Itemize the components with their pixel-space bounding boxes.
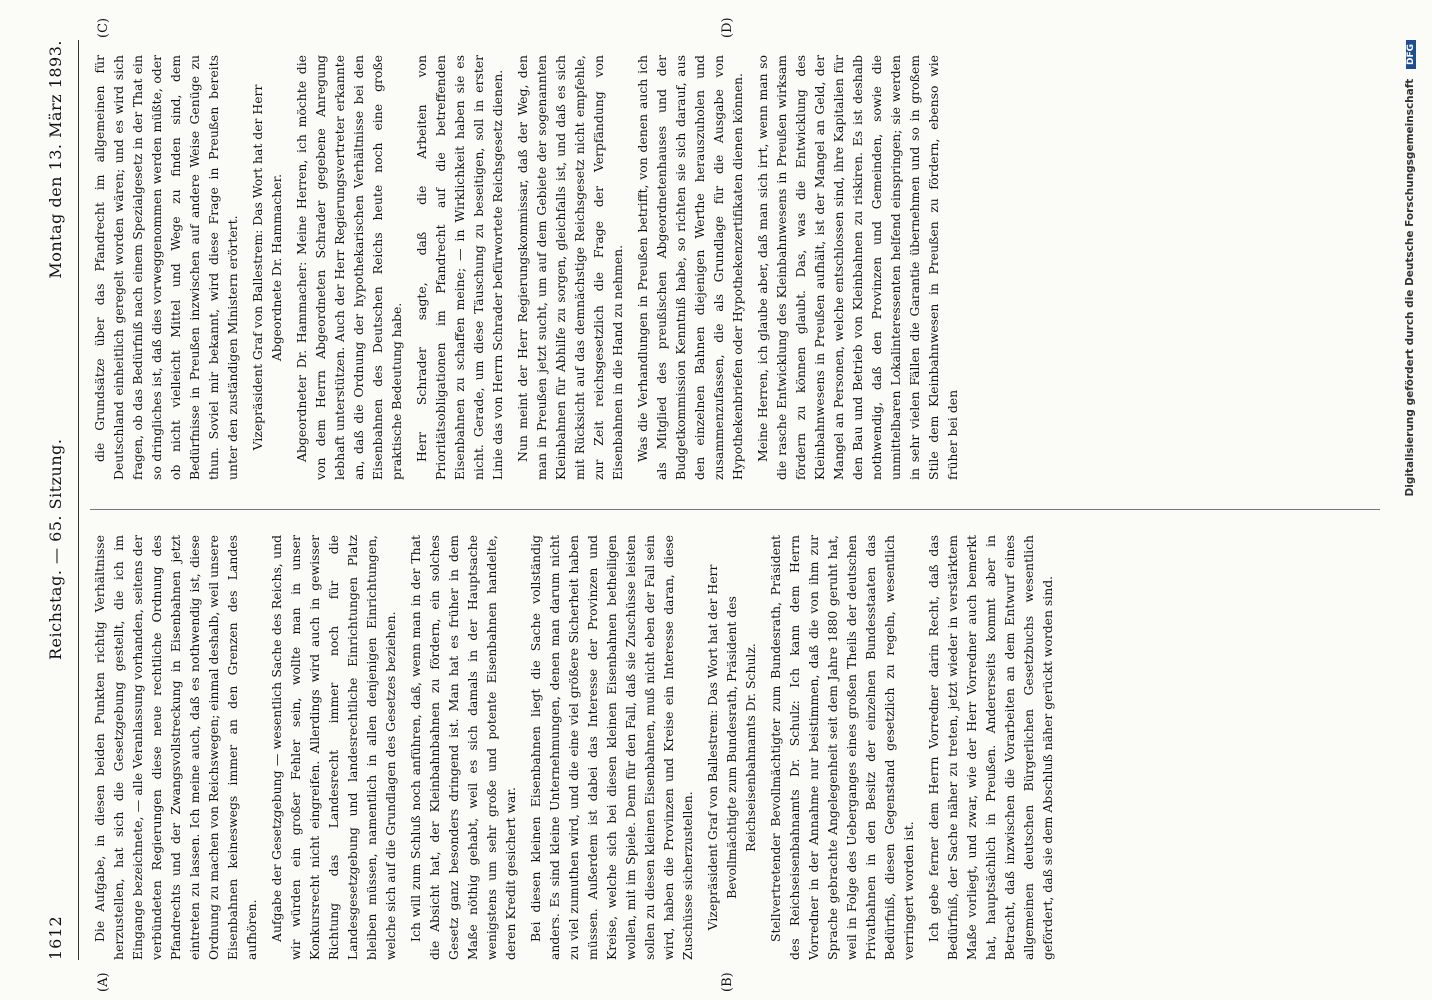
digitization-credit bbox=[1404, 40, 1416, 960]
text-column-right bbox=[90, 55, 1380, 480]
paragraph: die Grundsätze über das Pfandrecht im allgemeinen für Deutschland einheitlich geregelt worden wären; und es wird sich fragen, ob das Bedürfniß nach einem Spezialgesetz in der That ein so dringliches ist, daß dies vorweggenommen werden müßte, oder ob nicht vielleicht Mittel und Wege zu finden sind, dem Bedürfnisse in Preußen inzwischen auf andere Weise Genüge zu thun. Soviel mir bekannt, wird diese Frage in Preußen bereits unter den zuständigen Ministern erörtert. bbox=[92, 55, 240, 480]
column-divider bbox=[90, 509, 1380, 510]
speaker-paragraph: Vizepräsident Graf von Ballestrem: Das Wort hat der Herr Abgeordnete Dr. Hammacher. bbox=[250, 84, 284, 451]
paragraph: Ich gebe ferner dem Herrn Vorredner darin Recht, daß das Bedürfniß, der Sache näher zu treten, jetzt wieder in verstärktem Maße vorliegt, und zwar, wie der Herr Vorredner auch bemerkt hat, hauptsächlich in Preußen. Andererseits kommt aber in Betracht, daß inzwischen die Vorarbeiten an dem Entwurf eines allgemeinen deutschen Bürgerlichen Gesetzbuchs wesentlich gefördert, daß sie dem Abschluß näher gerückt worden sind. bbox=[926, 535, 1055, 960]
header-session: Reichstag. — 65. Sitzung. bbox=[46, 438, 65, 660]
paragraph: Was die Verhandlungen in Preußen betrifft, von denen auch ich als Mitglied des preußischen Abgeordnetenhauses und der Budgetkommission Kenntniß habe, so richten sie sich darauf, aus den einzelnen Bahnen diejenigen Werthe herauszuholen und zusammenzufassen, die als Grundlage für die Ausgabe von Hypothekenbriefen oder Hypothekenzertifikaten dienen können. bbox=[635, 55, 745, 480]
paragraph: Stellvertretender Bevollmächtigter zum Bundesrath, Präsident des Reichseisenbahnamts Dr. Schulz: Ich kann dem Herrn Vorredner in der Annahme nur beistimmen, daß die von ihm zur Sprache gebrachte Angelegenheit seit dem Jahre 1880 geruht hat, weil in Folge des Ueberganges eines großen Theils der deutschen Privatbahnen in den Besitz der einzelnen Bundesstaaten das Bedürfniß, diesen Gegenstand gesetzlich zu regeln, wesentlich verringert worden ist. bbox=[768, 535, 916, 960]
paragraph: Herr Schrader sagte, daß die Arbeiten von Prioritätsobligationen im Pfandrecht auf die betreffenden Eisenbahnen zu schaffen meine; — in Wirklichkeit haben sie es nicht. Gerade, um diese Täuschung zu beseitigen, soll in erster Linie das von Herrn Schrader befürwortete Reichsgesetz dienen. bbox=[414, 55, 505, 480]
page-header bbox=[40, 40, 72, 960]
page-number: 1612 bbox=[46, 915, 65, 960]
paragraph: Abgeordneter Dr. Hammacher: Meine Herren, ich möchte die von dem Herrn Abgeordneten Schrader gegebene Anregung lebhaft unterstützen. Auch der Herr Regierungsvertreter erkannte an, daß die Ordnung der hypothekarischen Verhältnisse bei den Eisenbahnen des Deutschen Reichs heute noch eine große praktische Bedeutung habe. bbox=[294, 55, 404, 480]
marker-d: (D) bbox=[720, 17, 735, 38]
speaker-paragraph: Vizepräsident Graf von Ballestrem: Das Wort hat der Herr Bevollmächtigte zum Bundesrath, Präsident des Reichseisenbahnamts Dr. Schulz. bbox=[705, 564, 758, 931]
header-rule bbox=[78, 40, 79, 960]
marker-b: (B) bbox=[720, 972, 735, 992]
marker-c: (C) bbox=[96, 17, 111, 38]
header-date: Montag den 13. März 1893. bbox=[46, 40, 65, 279]
paragraph: Bei diesen kleinen Eisenbahnen liegt die Sache vollständig anders. Es sind kleine Unternehmungen, denen man darum nicht zu viel zumuthen wird, und die eine viel größere Sicherheit haben müssen. Außerdem ist dabei das Interesse der Provinzen und Kreise, welche sich bei diesen kleinen Eisenbahnen betheiligen wollen, mit im Spiele. Denn für den Fall, daß sie Zuschüsse leisten sollen zu diesen kleinen Eisenbahnen, muß nicht eben der Fall sein wird, haben die Provinzen und Kreise ein Interesse daran, diese Zuschüsse sicherzustellen. bbox=[528, 535, 695, 960]
paragraph: Meine Herren, ich glaube aber, daß man sich irrt, wenn man so die rasche Entwicklung des Kleinbahnwesens in Preußen wirksam fördern zu können glaubt. Das, was die Entwicklung des Kleinbahnwesens in Preußen aufhält, ist der Mangel an Geld, der Mangel an Personen, welche entschlossen sind, ihre Kapitalien für den Bau und Betrieb von Kleinbahnen zu riskiren. Es ist deshalb nothwendig, daß den Provinzen und Gemeinden, sowie die unmittelbaren Lokalinteressenten helfend einspringen; sie werden in sehr vielen Fällen die Garantie übernehmen und so in großem Stile dem Kleinbahnwesen in Preußen zu fördern, ebenso wie früher bei den bbox=[755, 55, 960, 480]
paragraph: Aufgabe der Gesetzgebung — wesentlich Sache des Reichs, und wir würden ein großer Fehler sein, wollte man in unser Konkursrecht nicht eingreifen. Allerdings wird auch in gewisser Richtung das Landesrecht immer noch für die Landesgesetzgebung und landesrechtliche Einrichtungen Platz bleiben müssen, namentlich in allen denjenigen Einrichtungen, welche sich auf die Grundlagen des Gesetzes beziehen. bbox=[269, 535, 398, 960]
dfg-logo: DFG bbox=[1406, 40, 1416, 69]
paragraph: Nun meint der Herr Regierungskommissar, daß der Weg, den man in Preußen jetzt sucht, um auf dem Gebiete der sogenannten Kleinbahnen für Abhilfe zu sorgen, gleichfalls ist, und daß es sich mit Rücksicht auf das demnächstige Reichsgesetz nicht empfehle, zur Zeit reichsgesetzlich die Frage der Verpfändung von Eisenbahnen in die Hand zu nehmen. bbox=[515, 55, 625, 480]
paragraph: Die Aufgabe, in diesen beiden Punkten richtig Verhältnisse herzustellen, hat sich die Gesetzgebung gestellt, die ich im Eingange bezeichnete, — alle Veranlassung vorhanden, seitens der verbündeten Regierungen diese neue rechtliche Ordnung des Pfandrechts und der Zwangsvollstreckung in Eisenbahnen jetzt eintreten zu lassen. Ich meine auch, daß es nothwendig ist, diese Ordnung zu machen von Reichswegen; einmal deshalb, weil unsere Eisenbahnen keineswegs immer an den Grenzen des Landes aufhören. bbox=[92, 535, 259, 960]
text-column-left bbox=[90, 535, 1380, 960]
credit-text: Digitalisierung gefördert durch die Deutsche Forschungsgemeinschaft bbox=[1404, 78, 1416, 497]
paragraph: Ich will zum Schluß noch anführen, daß, wenn man in der That die Absicht hat, der Kleinbahnbahnen zu fördern, ein solches Gesetz ganz besonders dringend ist. Man hat es früher in dem Maße nöthig gehabt, weil es sich damals in der Hauptsache wenigstens um sehr große und potente Eisenbahnen handelte, deren Kredit gesichert war. bbox=[408, 535, 518, 960]
marker-a: (A) bbox=[96, 972, 111, 992]
